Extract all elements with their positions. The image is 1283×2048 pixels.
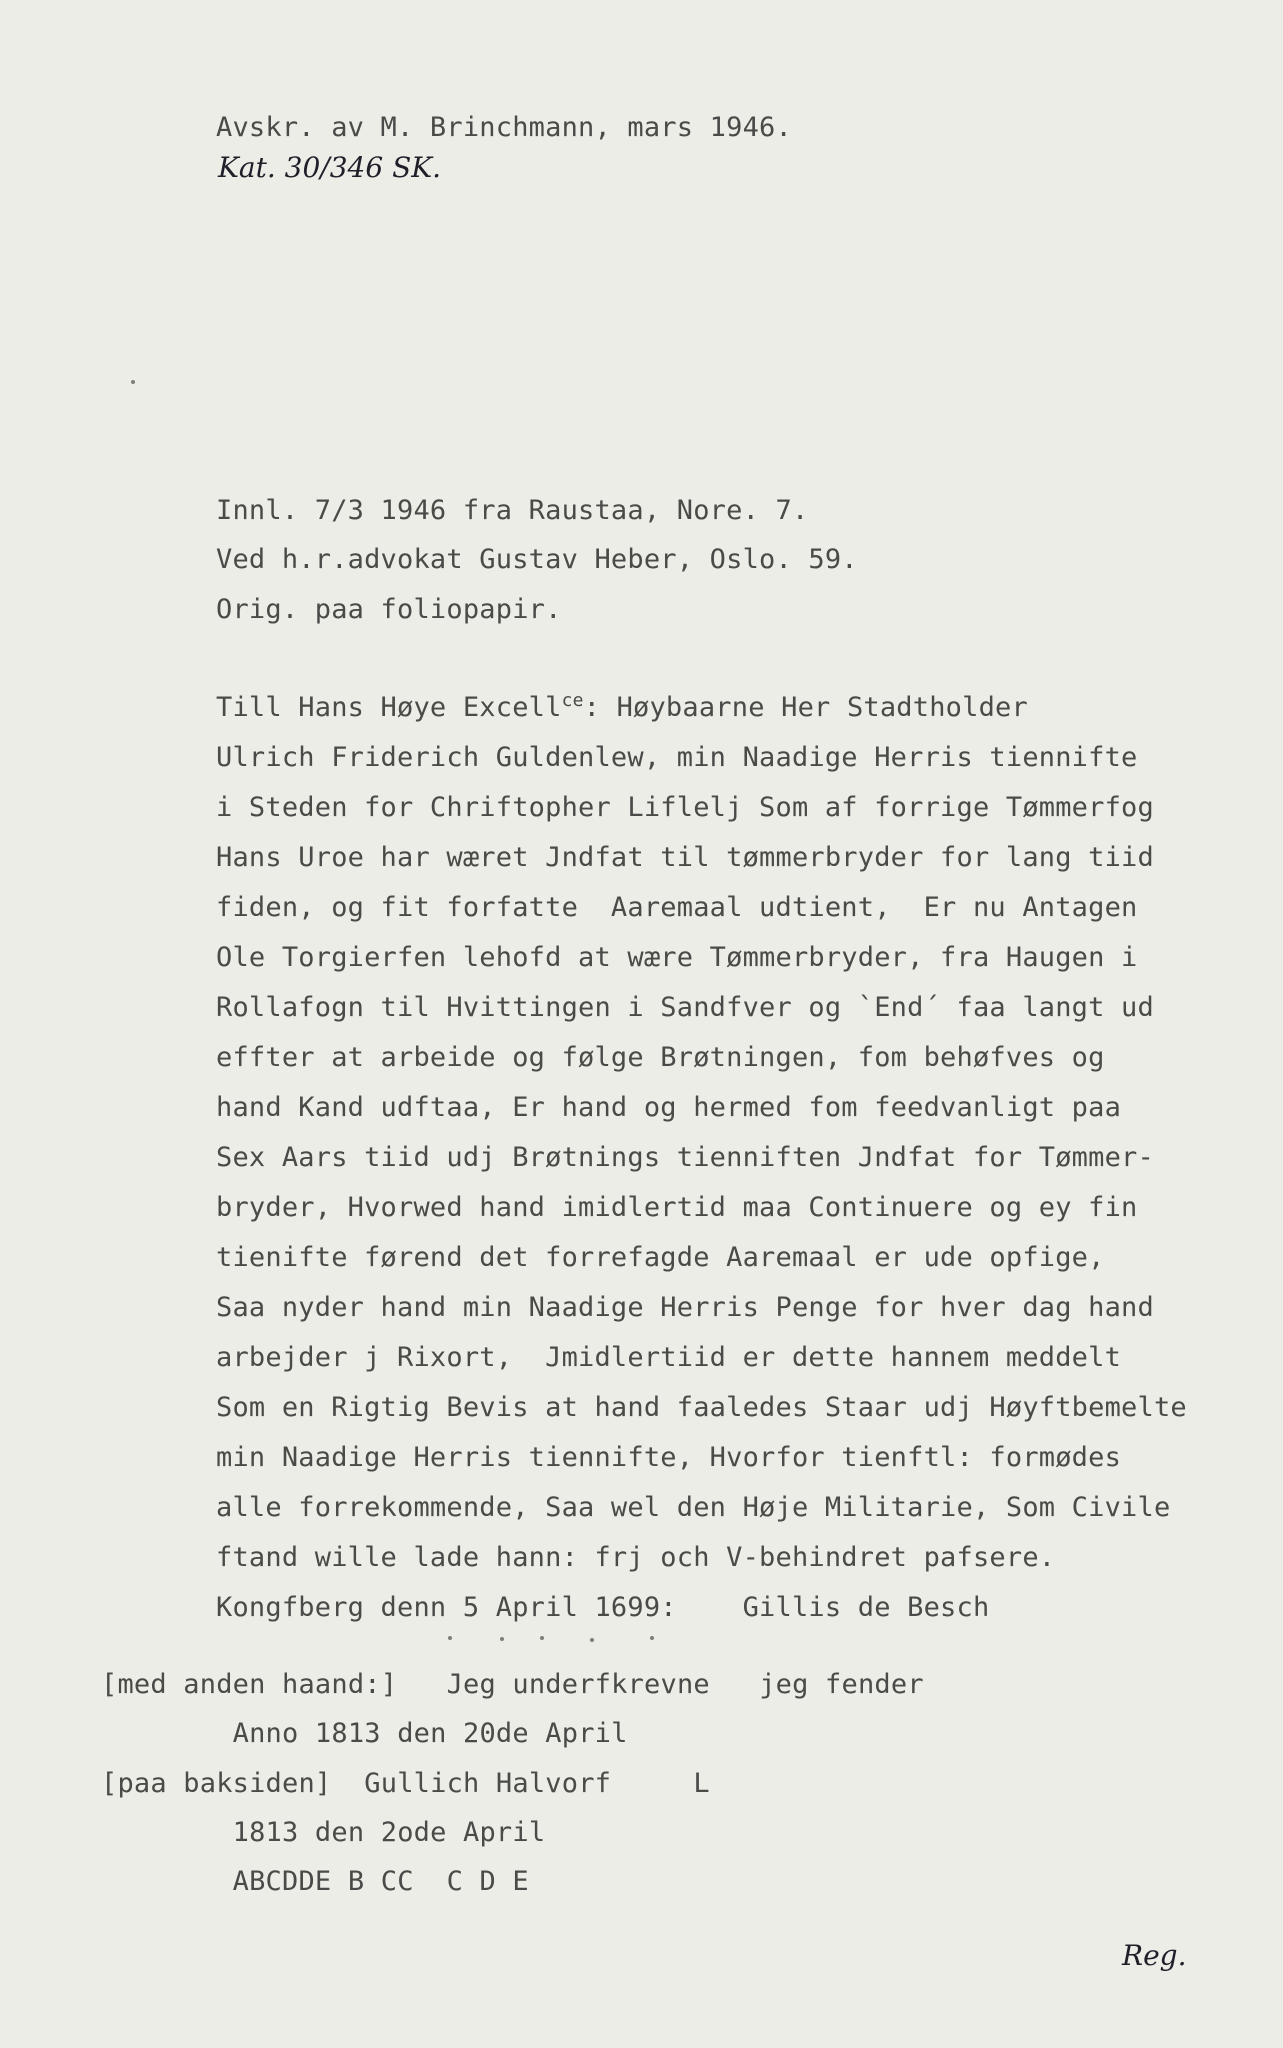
letter-line-12: tienifte førend det forrefagde Aaremaal er ude opfige, <box>216 1242 1105 1273</box>
letter-line-9: hand Kand udftaa, Er hand og hermed fom feedvanligt paa <box>216 1092 1122 1123</box>
intro-line-2: Ved h.r.advokat Gustav Heber, Oslo. 59. <box>216 544 858 575</box>
letter-line-8: effter at arbeide og følge Brøtningen, fom behøfves og <box>216 1042 1105 1073</box>
addenda-line-3: [paa baksiden] Gullich Halvorf L <box>101 1768 710 1799</box>
transcription-note: Avskr. av M. Brinchmann, mars 1946. <box>216 112 792 143</box>
letter-line-17: alle forrekommende, Saa wel den Høje Militarie, Som Civile <box>216 1492 1171 1523</box>
letter-line-7: Rollafogn til Hvittingen i Sandfver og `End´ faa langt ud <box>216 992 1154 1023</box>
paper-speck <box>131 380 135 384</box>
letter-line-13: Saa nyder hand min Naadige Herris Penge for hver dag hand <box>216 1292 1154 1323</box>
faint-mark <box>650 1636 654 1640</box>
letter-line-1-superscript: ce <box>561 690 584 711</box>
letter-line-10: Sex Aars tiid udj Brøtnings tienniften Jndfat for Tømmer- <box>216 1142 1154 1173</box>
letter-line-3: i Steden for Chriftopher Liflelj Som af forrige Tømmerfog <box>216 792 1154 823</box>
addenda-line-4: 1813 den 2ode April <box>101 1817 546 1848</box>
intro-line-3: Orig. paa foliopapir. <box>216 594 562 625</box>
letter-line-16: min Naadige Herris tiennifte, Hvorfor tienftl: formødes <box>216 1442 1122 1473</box>
letter-line-2: Ulrich Friderich Guldenlew, min Naadige Herris tiennifte <box>216 742 1138 773</box>
faint-mark <box>448 1636 452 1640</box>
catalog-mark: Kat. 30/346 SK. <box>218 151 442 184</box>
addenda-line-1: [med anden haand:] Jeg underfkrevne jeg fender <box>101 1669 924 1700</box>
letter-line-14: arbejder j Rixort, Jmidlertiid er dette hannem meddelt <box>216 1342 1122 1373</box>
letter-line-15: Som en Rigtig Bevis at hand faaledes Staar udj Høyftbemelte <box>216 1392 1187 1423</box>
letter-line-11: bryder, Hvorwed hand imidlertid maa Continuere og ey fin <box>216 1192 1138 1223</box>
faint-mark <box>500 1637 504 1641</box>
registered-initials: Reg. <box>1122 1939 1187 1972</box>
addenda-line-5: ABCDDE B CC C D E <box>101 1866 529 1897</box>
addenda-line-2: Anno 1813 den 20de April <box>101 1718 628 1749</box>
letter-line-6: Ole Torgierfen lehofd at wære Tømmerbryder, fra Haugen i <box>216 942 1138 973</box>
letter-line-1-suffix: : Høybaarne Her Stadtholder <box>583 692 1028 723</box>
letter-line-4: Hans Uroe har wæret Jndfat til tømmerbryder for lang tiid <box>216 842 1154 873</box>
letter-line-5: fiden, og fit forfatte Aaremaal udtient, Er nu Antagen <box>216 892 1138 923</box>
letter-line-18: ftand wille lade hann: frj och V-behindret pafsere. <box>216 1542 1056 1573</box>
faint-marks <box>430 1634 680 1644</box>
letter-line-19: Kongfberg denn 5 April 1699: Gillis de Besch <box>216 1592 990 1623</box>
intro-line-1: Innl. 7/3 1946 fra Raustaa, Nore. 7. <box>216 495 809 526</box>
letter-line-1-prefix: Till Hans Høye Excell <box>216 692 562 723</box>
faint-mark <box>590 1638 594 1642</box>
faint-mark <box>540 1636 544 1640</box>
letter-line-1 <box>216 690 1028 729</box>
